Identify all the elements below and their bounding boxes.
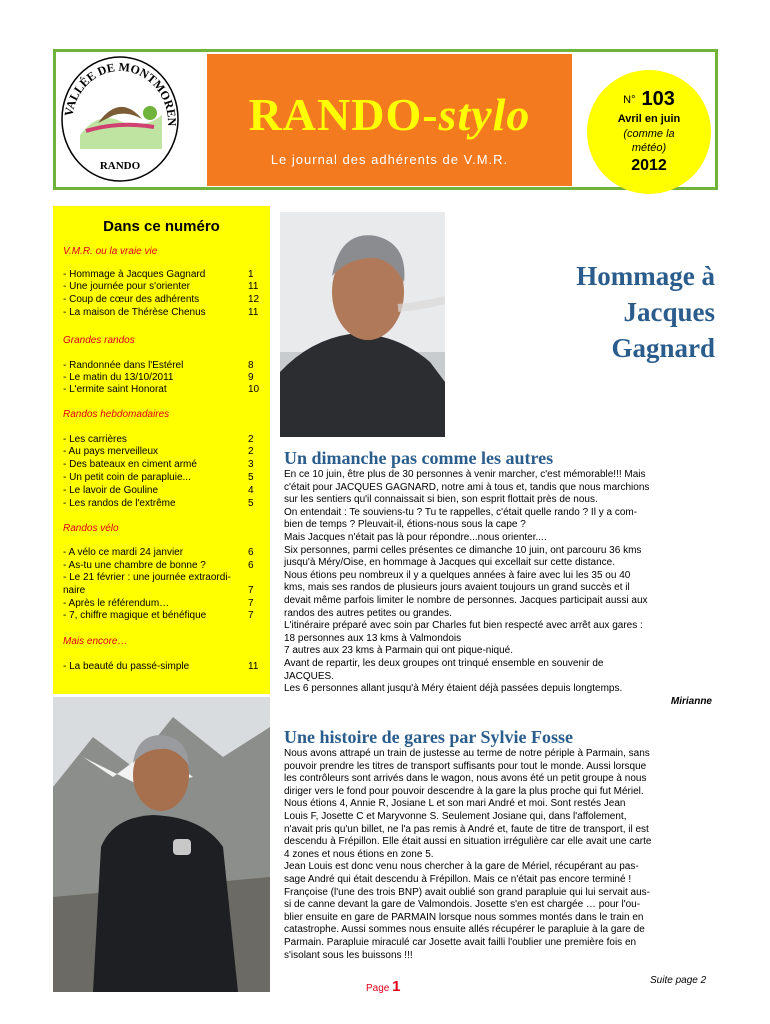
toc-item[interactable]: - Le 21 février : une journée extraordi- bbox=[63, 572, 231, 583]
tribute-heading: Hommage à Jacques Gagnard bbox=[576, 261, 715, 363]
continued-note: Suite page 2 bbox=[650, 975, 707, 986]
toc-item[interactable]: - Hommage à Jacques Gagnard 1 bbox=[63, 269, 254, 280]
portrait-photo-smoke bbox=[280, 212, 445, 437]
svg-text:VALLÉE DE MONTMORENCY: VALLÉE DE MONTMOREN bbox=[61, 59, 180, 127]
issue-badge bbox=[587, 70, 711, 194]
journal-title: RANDO-stylo bbox=[248, 89, 531, 140]
issue-period: Avril en juin bbox=[617, 113, 681, 125]
toc-item[interactable]: - 7, chiffre magique et bénéfique 7 bbox=[63, 610, 254, 621]
table-of-contents bbox=[53, 206, 270, 694]
article-body: En ce 10 juin, être plus de 30 personnes à venir marcher, c'est mémorable!!! Mais c'était pour JACQUES GAGNARD, notre ami à tous et, tandis que nous marchions sur les sentiers qu'il connaissait si bien, son esprit flottait près de nous. On entendait : Te souviens-tu ? Tu te rappelles, c'était quelle rando ? Il y a com- bien de temps ? Pleuvait-il, étions-nous sous la cape ? Mais Jacques n'était pas là pour répondre...nous orienter.... Six personnes, parmi celles présentes ce dimanche 10 juin, ont parcouru 36 kms jusqu'à Méry/Oise, en hommage à Jacques qui excellait sur cette distance. Nous étions peu nombreux il y a quelques années à faire avec lui les 35 ou 40 kms, mais ses randos de plusieurs jours avaient toujours un grand succès et il devait même parfois limiter le nombre de personnes. Jacques participait aussi aux randos des autres petites ou grandes. L'itinéraire préparé avec soin par Charles fut bien respecté avec arrêt aux gares : 18 personnes aux 13 kms à Valmondois 7 autres aux 23 kms à Parmain qui ont pique-niqué. Avant de repartir, les deux groupes ont trinqué ensemble en souvenir de JACQUES. Les 6 personnes allant jusqu'à Méry étaient déjà passées depuis longtemps. bbox=[284, 469, 650, 695]
vmr-logo bbox=[58, 53, 182, 186]
article-title: Une histoire de gares par Sylvie Fosse bbox=[284, 727, 573, 747]
issue-number: $^{N^\circ}$ 103 bbox=[623, 88, 675, 110]
article-signature: Mirianne bbox=[670, 696, 712, 707]
toc-item[interactable]: - La maison de Thérèse Chenus 11 bbox=[63, 307, 259, 318]
toc-item[interactable]: - L'ermite saint Honorat 10 bbox=[63, 384, 260, 395]
toc-item[interactable]: - Le matin du 13/10/2011 9 bbox=[63, 372, 254, 383]
toc-item[interactable]: - Des bateaux en ciment armé 3 bbox=[63, 459, 254, 470]
toc-item[interactable]: - As-tu une chambre de bonne ? 6 bbox=[63, 560, 254, 571]
toc-section-title: V.M.R. ou la vraie vie bbox=[63, 246, 158, 257]
toc-section-title: Randos vélo bbox=[63, 523, 119, 534]
toc-title: Dans ce numéro bbox=[103, 218, 220, 235]
toc-item[interactable]: - Après le référendum… 7 bbox=[63, 598, 254, 609]
toc-item[interactable]: - Le lavoir de Gouline 4 bbox=[63, 485, 254, 496]
article-body: Nous avons attrapé un train de justesse au terme de notre périple à Parmain, sans pouvoir prendre les titres de transport suffisants pour tout le monde. Aussi lorsque les contrôleurs sont arrivés dans le wagon, nous avons été un petit groupe à nous diriger vers le fond pour pouvoir descendre à la gare la plus proche qui fut Mériel. Nous étions 4, Annie R, Josiane L et son mari André et moi. Sont restés Jean Louis F, Josette C et Maryvonne S. Seulement Josiane qui, dans l'affolement, n'avait pris qu'un billet, ne l'a pas remis à André et, faute de titre de transport, il est descendu à Frépillon. Elle était aussi en situation irrégulière car elle avait une carte 4 zones et nous étions en zone 5. Jean Louis est donc venu nous chercher à la gare de Mériel, récupérant au pas- sage André qui était descendu à Frépillon. Mais ce n'était pas encore terminé ! Françoise (l'une des trois BNP) avait oublié son grand parapluie qui lui servait aus- si de canne devant la gare de Valmondois. Josette s'en est chargée … pour l'ou- blier ensuite en gare de PARMAIN lorsque nous sommes montés dans le train en catastrophe. Aussi sommes nous ensuite allés récupérer le parapluie à la gare de Parmain. Parapluie miraculé car Josette avait failli l'oublier une première fois en s'isolant sous les buissons !!! bbox=[284, 748, 652, 961]
mountain-portrait-photo bbox=[53, 697, 270, 992]
toc-item[interactable]: - Les carrières 2 bbox=[63, 434, 254, 445]
toc-section-title: Mais encore… bbox=[63, 636, 128, 647]
toc-item[interactable]: - Les randos de l'extrême 5 bbox=[63, 498, 254, 509]
toc-item[interactable]: - Un petit coin de parapluie... 5 bbox=[63, 472, 254, 483]
toc-section-title: Randos hebdomadaires bbox=[63, 409, 170, 420]
title-banner bbox=[207, 54, 572, 186]
toc-section-title: Grandes randos bbox=[63, 335, 135, 346]
toc-item[interactable]: - La beauté du passé-simple 11 bbox=[63, 661, 259, 672]
journal-subtitle: Le journal des adhérents de V.M.R. bbox=[270, 152, 509, 167]
article-title: Un dimanche pas comme les autres bbox=[284, 448, 554, 468]
toc-item[interactable]: - Une journée pour s'orienter 11 bbox=[63, 281, 259, 292]
toc-item[interactable]: - Coup de cœur des adhérents 12 bbox=[63, 294, 260, 305]
issue-note: (comme la météo) bbox=[623, 128, 675, 154]
logo-bottom-text: RANDO bbox=[99, 160, 141, 172]
toc-item[interactable]: - Randonnée dans l'Estérel 8 bbox=[63, 360, 254, 371]
page-number: Page 1 bbox=[366, 978, 401, 995]
issue-year: 2012 bbox=[631, 157, 667, 174]
toc-item[interactable]: - Au pays merveilleux 2 bbox=[63, 446, 254, 457]
toc-item[interactable]: - A vélo ce mardi 24 janvier 6 bbox=[63, 547, 254, 558]
toc-item[interactable]: naire 7 bbox=[63, 585, 254, 596]
